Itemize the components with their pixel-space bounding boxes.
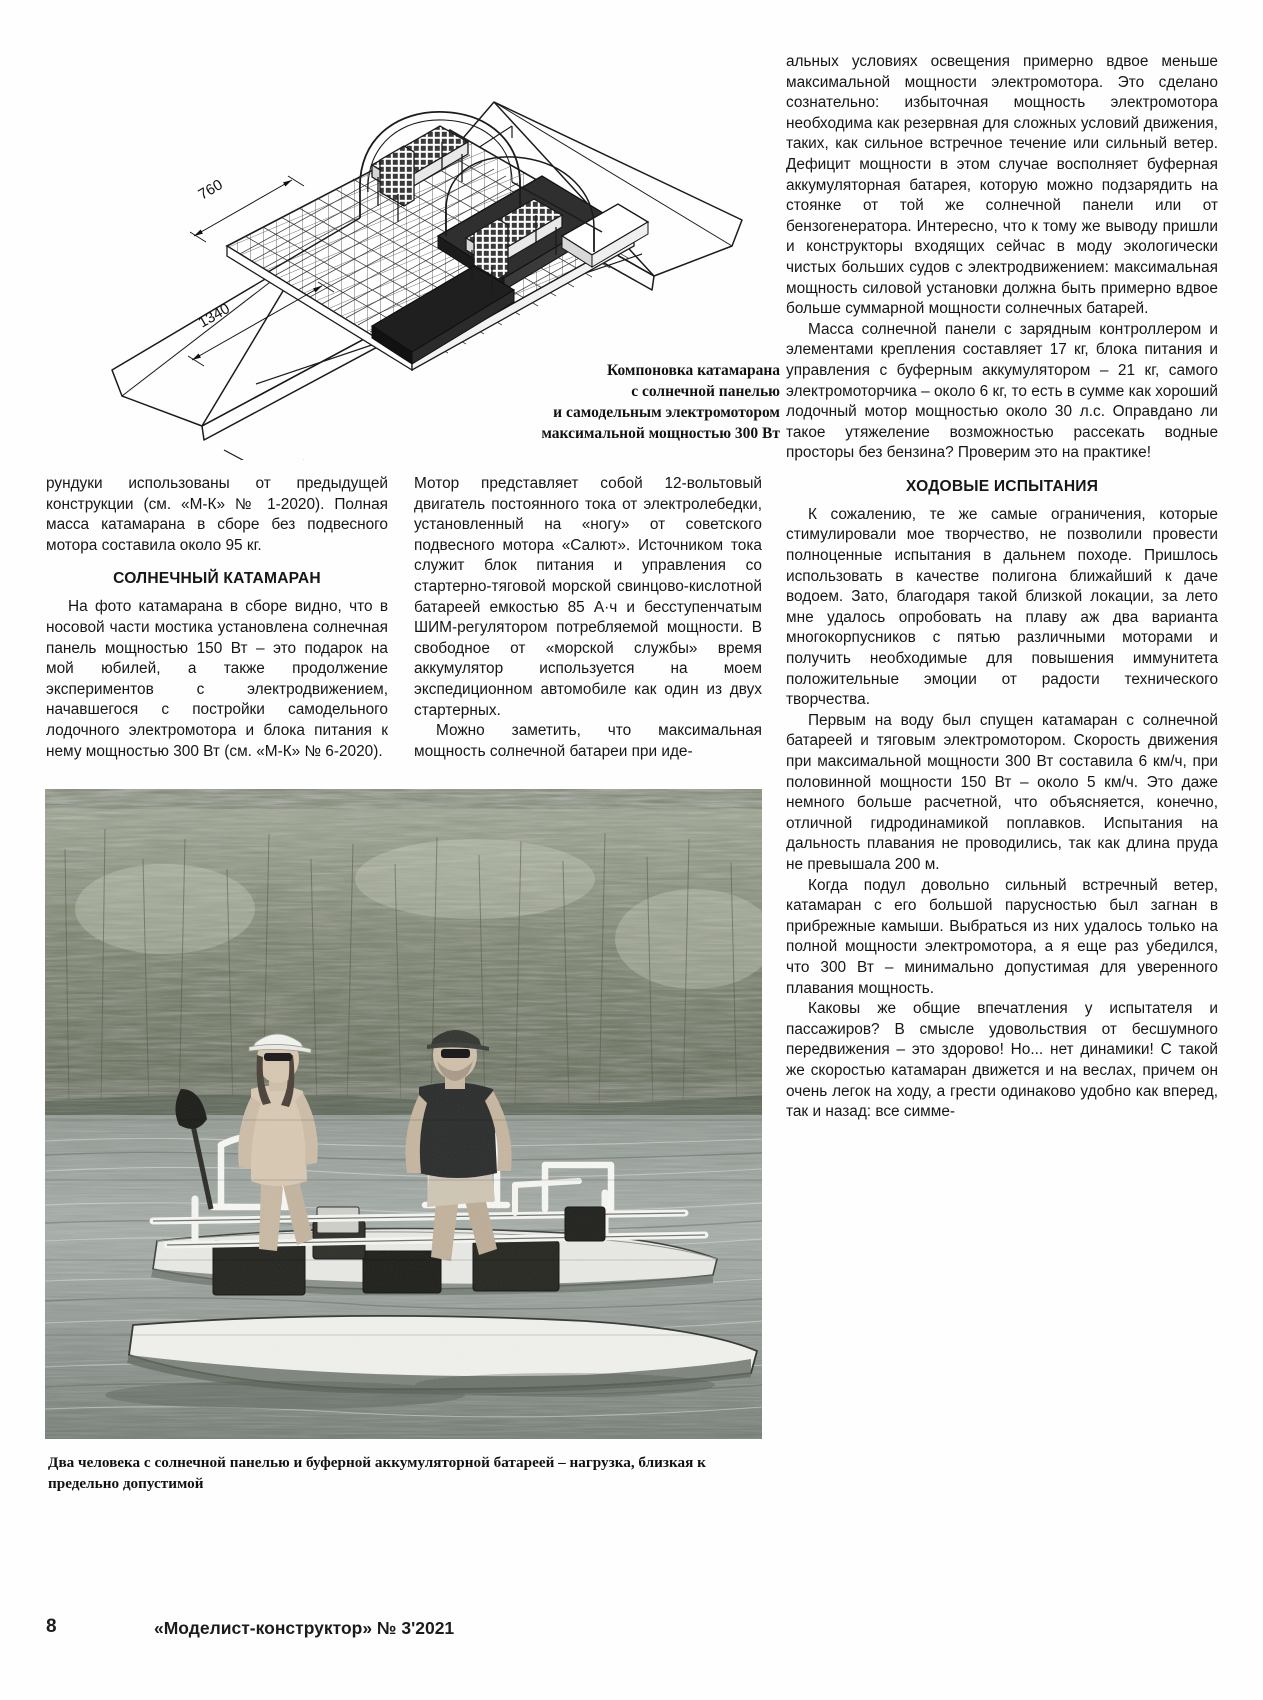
text-column-right (786, 52, 1218, 1123)
figure-caption-line-4: максимальной мощностью 300 Вт (541, 425, 780, 442)
text-column-left (46, 474, 388, 762)
paragraph: альных условиях освещения примерно вдвое меньше максимальной мощности электромотора. Это сделано сознательно: избыточная мощность электромотора необходима как резервная для сложных условий движения, таких, как сильное встречное течение или сильный ветер. Дефицит мощности в этом случае восполняет буферная аккумуляторная батарея, которую можно подзарядить на стоянке от той же солнечной панели или от бензогенератора. Интересно, что к тому же выводу пришли и конструкторы входящих сейчас в моду экологически чистых больших судов с электродвижением: максимальная мощность силовой установки должна быть примерно вдвое больше суммарной мощности солнечных батарей. (786, 53, 1218, 318)
page-number: 8 (46, 1616, 57, 1637)
figure-caption-line-1: Компоновка катамарана (607, 362, 780, 379)
journal-title: «Моделист-конструктор» № 3'2021 (154, 1618, 455, 1638)
section-heading-sea-trials: ХОДОВЫЕ ИСПЫТАНИЯ (905, 477, 1099, 495)
page-footer (46, 1616, 766, 1644)
section-heading-solar-catamaran: СОЛНЕЧНЫЙ КАТАМАРАН (113, 570, 321, 588)
photo-caption: Два человека с солнечной панелью и буферной аккумуляторной батареей – нагрузка, близкая к предельно допустимой (48, 1454, 706, 1492)
paragraph: Каковы же общие впечатления у испытателя и пассажиров? В смысле удовольствия от бесшумного передвижения – это здорово! Но... нет динамики! С такой же скоростью катамаран движется и на веслах, причем он очень легок на ходу, а грести одинаково удобно как вперед, так и назад: все симме- (786, 1000, 1218, 1121)
paragraph: рундуки использованы от предыдущей конструкции (см. «М-К» № 1-2020). Полная масса катамарана в сборе без подвесного мотора составила около 95 кг. (46, 475, 388, 554)
figure-caption (430, 360, 780, 444)
paragraph: Когда подул довольно сильный встречный ветер, катамаран с его большой парусностью был загнан в прибрежные камыши. Выбраться из них удалось только на полной мощности электромотора, а я еще раз убедился, что 300 Вт – минимально допустимая для уверенного плавания мощность. (786, 876, 1218, 997)
text-column-middle (414, 474, 762, 762)
catamaran-photo (45, 789, 762, 1439)
paragraph: Первым на воду был спущен катамаран с солнечной батареей и тяговым электромотором. Скорость движения при максимальной мощности 300 Вт составила 6 км/ч, при половинной мощности 150 Вт – около 5 км/ч. Это даже немного больше расчетной, что объясняется, конечно, отличной гидродинамикой поплавков. Испытания на дальность плавания не проводились, так как длина пруда не превышала 200 м. (786, 711, 1218, 873)
dimension-1340: 1340 (195, 300, 233, 332)
paragraph: Можно заметить, что максимальная мощность солнечной батареи при иде- (414, 722, 762, 760)
figure-caption-line-2: с солнечной панелью (631, 383, 780, 400)
dimension-760: 760 (195, 176, 226, 204)
paragraph: Масса солнечной панели с зарядным контроллером и элементами крепления составляет 17 кг, блока питания и управления с буферным аккумулятором – 21 кг, самого электромоторчика – около 6 кг, то есть в сумме как хороший лодочный мотор мощностью около 30 л.с. Оправдано ли такое утяжеление возможностью рассекать водные просторы без бензина? Проверим это на практике! (786, 320, 1218, 462)
figure-caption-line-3: и самодельным электромотором (553, 404, 780, 421)
paragraph: К сожалению, те же самые ограничения, которые стимулировали мое творчество, не позволили провести полноценные испытания в дальнем походе. Пришлось использовать в качестве полигона ближайший к даче водоем. Зато, благодаря такой близкой локации, за лето мне удалось опробовать на плаву аж два варианта многокорпусников с пятью различными моторами и получить необходимые для повышения иммунитета положительные эмоции от радости технического творчества. (786, 505, 1218, 709)
paragraph: На фото катамарана в сборе видно, что в носовой части мостика установлена солнечная панель мощностью 150 Вт – это подарок на мой юбилей, а также продолжение экспериментов с электродвижением, начавшегося с постройки самодельного лодочного электромотора и блока питания к нему мощностью 300 Вт (см. «М-К» № 6-2020). (46, 598, 388, 760)
paragraph: Мотор представляет собой 12-вольтовый двигатель постоянного тока от электролебедки, установленный на «ногу» от советского подвесного мотора «Салют». Источником тока служит блок питания и управления со стартерно-тяговой морской свинцово-кислотной батареей емкостью 85 А·ч и бесступенчатым ШИМ-регулятором потребляемой мощности. В свободное от «морской службы» время аккумулятор используется на моем экспедиционном автомобиле как один из двух стартерных. (414, 475, 762, 719)
